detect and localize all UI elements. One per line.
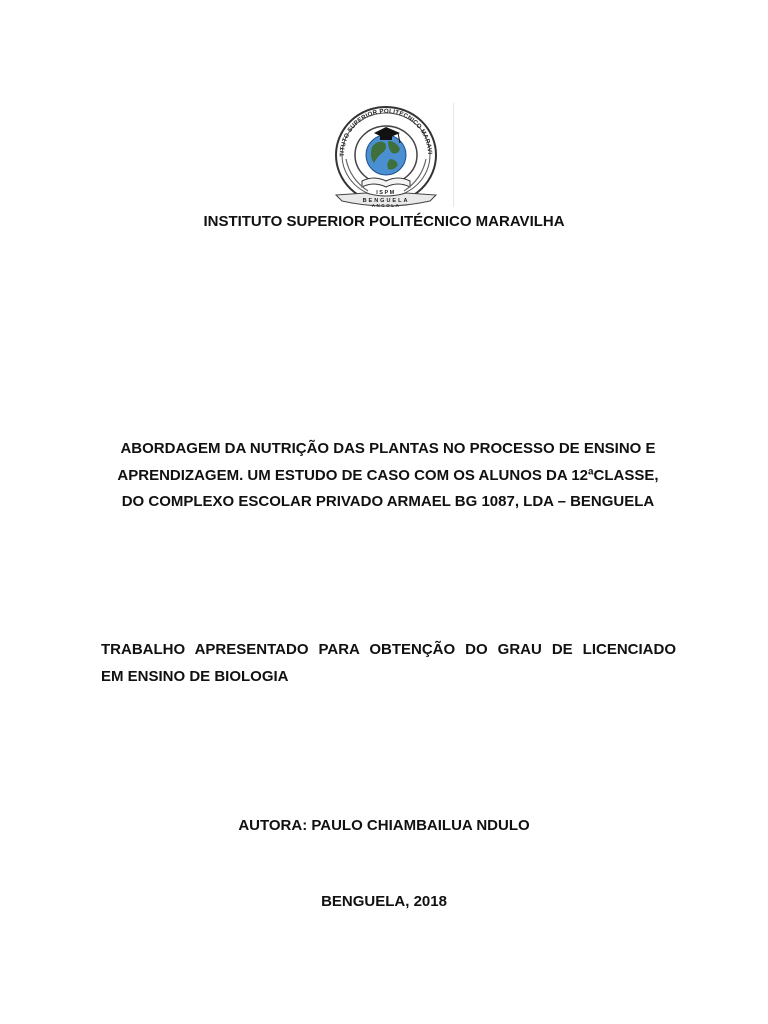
seal-city: BENGUELA bbox=[362, 198, 410, 204]
place-and-date: BENGUELA, 2018 bbox=[321, 893, 447, 910]
seal-country: ANGOLA bbox=[371, 203, 401, 207]
seal-acronym: ISPM bbox=[376, 190, 396, 196]
degree-statement bbox=[101, 637, 676, 690]
thesis-title bbox=[100, 436, 676, 516]
thesis-title-line-2: APRENDIZAGEM. UM ESTUDO DE CASO COM OS ALUNOS DA 12ªCLASSE, bbox=[117, 466, 659, 484]
logo-frame-edge bbox=[453, 103, 454, 207]
thesis-title-line-1: ABORDAGEM DA NUTRIÇÃO DAS PLANTAS NO PROCESSO DE ENSINO E bbox=[120, 440, 656, 457]
institution-seal-icon bbox=[322, 103, 450, 207]
institution-logo bbox=[322, 103, 454, 207]
seal-ring-text: TITUTO SUPERIOR POLITÉCNICO MARAVI bbox=[338, 107, 434, 157]
degree-statement-line-2: EM ENSINO DE BIOLOGIA bbox=[101, 667, 289, 685]
institution-name: INSTITUTO SUPERIOR POLITÉCNICO MARAVILHA bbox=[203, 213, 565, 230]
degree-statement-line-1: TRABALHO APRESENTADO PARA OBTENÇÃO DO GRAU DE LICENCIADO bbox=[101, 641, 676, 658]
author-line: AUTORA: PAULO CHIAMBAILUA NDULO bbox=[238, 817, 530, 834]
thesis-title-line-3: DO COMPLEXO ESCOLAR PRIVADO ARMAEL BG 1087, LDA – BENGUELA bbox=[121, 493, 655, 510]
